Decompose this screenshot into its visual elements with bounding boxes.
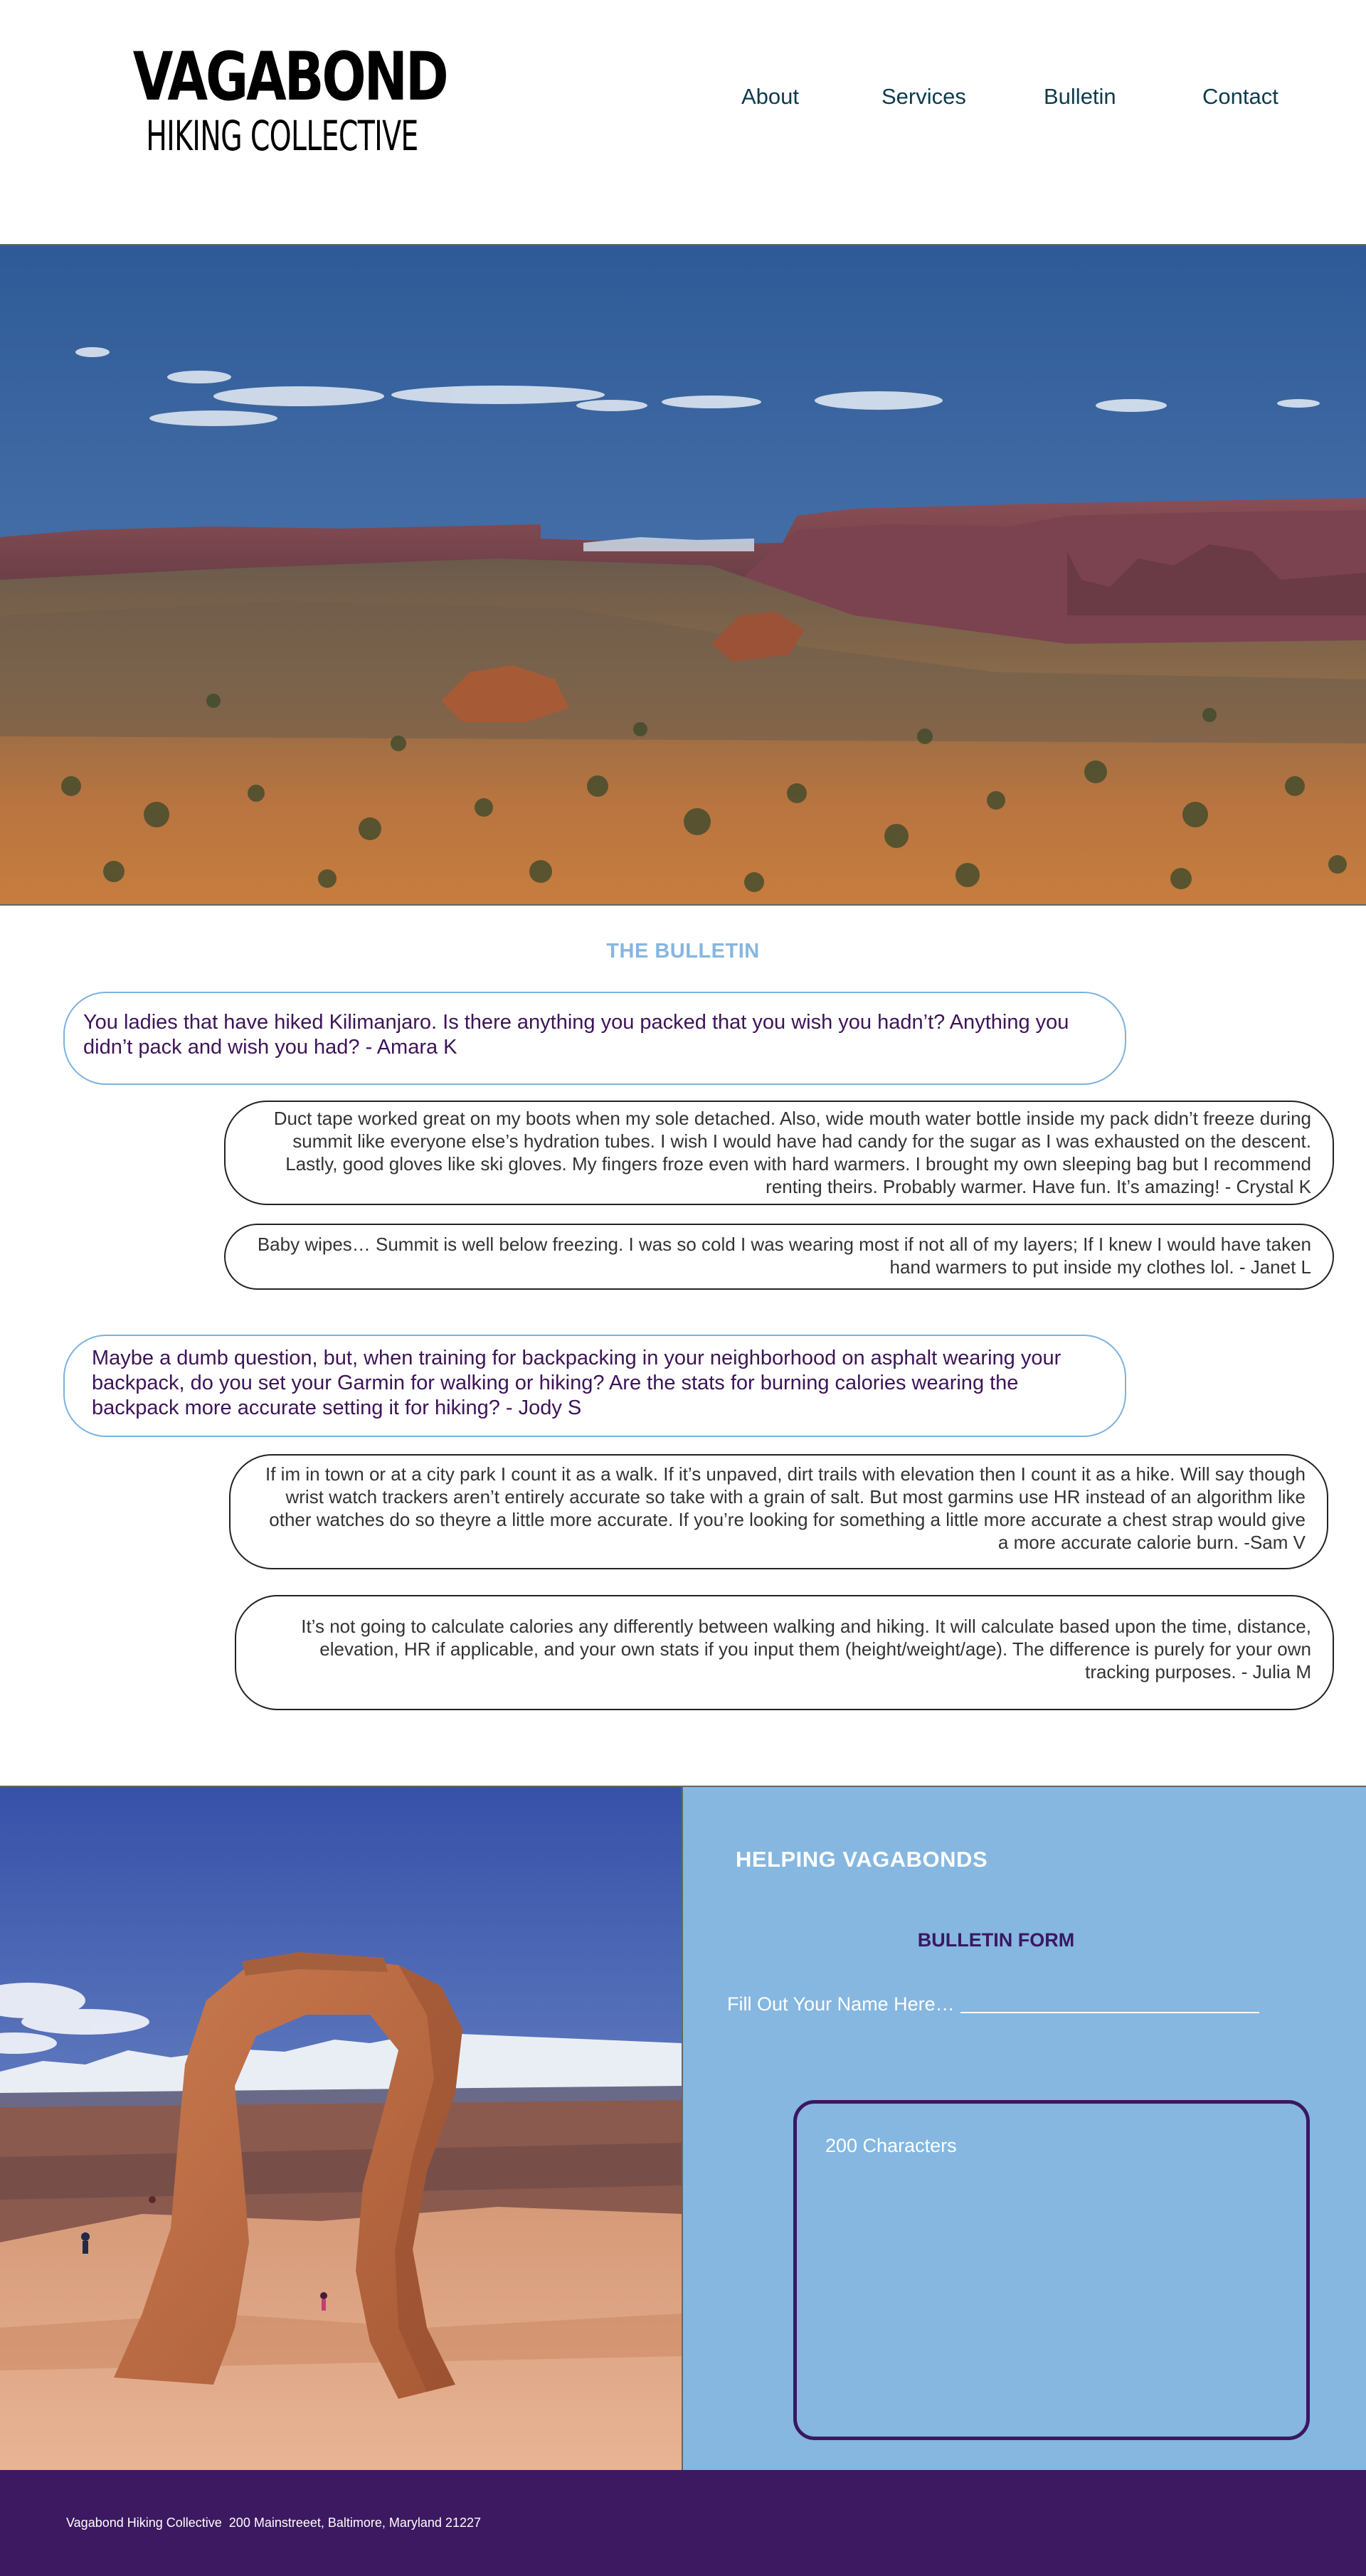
logo[interactable] xyxy=(104,38,447,160)
nav-about[interactable]: About xyxy=(741,84,800,109)
name-field[interactable] xyxy=(727,1993,1259,2015)
bulletin-answer: It’s not going to calculate calories any differently between walking and hiking. It will calculate based upon the time, distance, elevation, HR if applicable, and your own stats if you input them (height/weight/age). The difference is purely for your own tracking purposes. - Julia M xyxy=(235,1595,1334,1710)
bulletin-form-panel xyxy=(683,1786,1366,2470)
logo-tagline: HIKING COLLECTIVE xyxy=(146,112,418,160)
name-underline xyxy=(960,2012,1259,2013)
helping-title: HELPING VAGABONDS xyxy=(736,1847,988,1872)
bulletin-answer: Baby wipes… Summit is well below freezing. I was so cold I was wearing most if not all of my layers; If I knew I would have taken hand warmers to put inside my clothes lol. - Janet L xyxy=(224,1224,1334,1290)
nav-services[interactable]: Services xyxy=(881,84,966,109)
footer xyxy=(0,2470,1366,2576)
logo-title: VAGABOND xyxy=(132,38,447,116)
nav-contact[interactable]: Contact xyxy=(1202,84,1278,109)
bulletin-answer: If im in town or at a city park I count it as a walk. If it’s unpaved, dirt trails with elevation then I count it as a hike. Will say though wrist watch trackers aren’t entirely accurate so take with a grain of salt. But most garmins use HR instead of an algorithm like other watches do so theyre a little more accurate. If you’re looking for something a little more accurate a chest strap would give a more accurate calorie burn. -Sam V xyxy=(229,1454,1328,1569)
bulletin-question: You ladies that have hiked Kilimanjaro. Is there anything you packed that you wish you hadn’t? Anything you didn’t pack and wish you had? - Amara K xyxy=(63,992,1126,1085)
arch-image xyxy=(0,1786,683,2470)
nav-bulletin[interactable]: Bulletin xyxy=(1044,84,1116,109)
form-title: BULLETIN FORM xyxy=(917,1929,1075,1951)
hero-image xyxy=(0,244,1366,906)
footer-address: Vagabond Hiking Collective 200 Mainstreeet, Baltimore, Maryland 21227 xyxy=(66,2516,481,2530)
bulletin-answer: Duct tape worked great on my boots when my sole detached. Also, wide mouth water bottle inside my pack didn’t freeze during summit like everyone else’s hydration tubes. I wish I would have had candy for the sugar as I was exhausted on the descent. Lastly, good gloves like ski gloves. My fingers froze even with hard warmers. I brought my own sleeping bag but I recommend renting theirs. Probably warmer. Have fun. It’s amazing! - Crystal K xyxy=(224,1101,1334,1205)
name-placeholder: Fill Out Your Name Here… xyxy=(727,1993,955,2015)
message-placeholder: 200 Characters xyxy=(825,2135,957,2156)
message-textarea[interactable] xyxy=(793,2100,1310,2440)
bulletin-title: THE BULLETIN xyxy=(606,940,760,963)
bulletin-question: Maybe a dumb question, but, when training for backpacking in your neighborhood on asphalt wearing your backpack, do you set your Garmin for walking or hiking? Are the stats for burning calories wearing the backpack more accurate setting it for hiking? - Jody S xyxy=(63,1335,1126,1437)
